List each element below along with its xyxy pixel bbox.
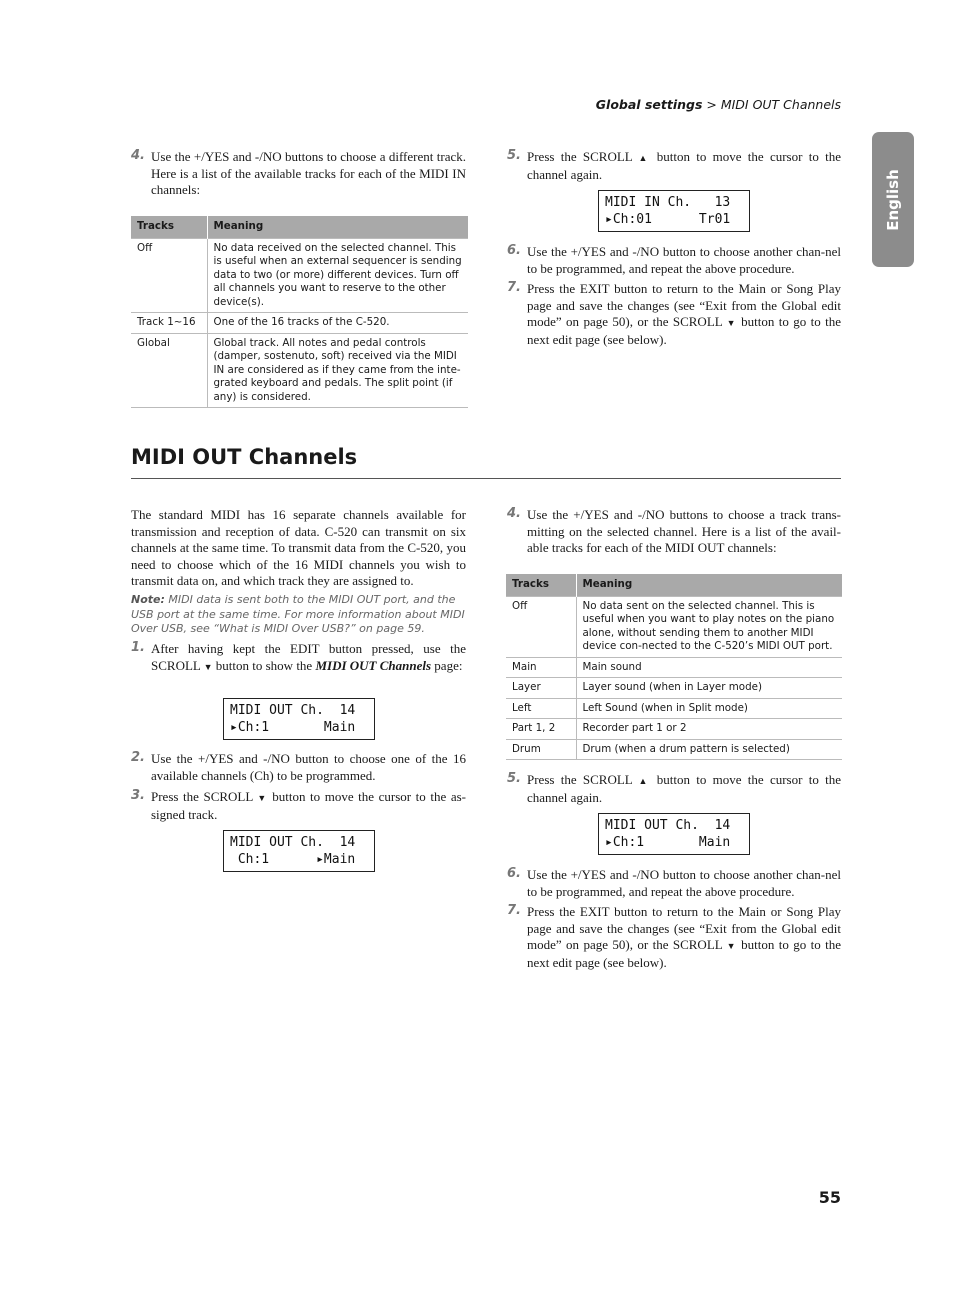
- step-text: page:: [434, 657, 463, 673]
- midi-out-step-4: [507, 506, 841, 557]
- lcd-display: [223, 830, 375, 872]
- step-text: Press the SCROLL: [527, 772, 633, 787]
- table-cell-track: Off: [131, 238, 207, 313]
- table-row: [506, 657, 842, 678]
- table-cell-meaning: No data received on the selected channel. This is useful when an external sequencer is sending data to two (or more) different devices. Turn off all channels you want to reserve to the other device(s).: [207, 238, 468, 313]
- lcd-display: [598, 813, 750, 855]
- table-row: [506, 678, 842, 699]
- header-subsection: MIDI OUT Channels: [720, 97, 841, 112]
- scroll-down-icon: [204, 658, 213, 673]
- table-row: [131, 238, 468, 313]
- note-text: MIDI data is sent both to the MIDI OUT port, and the USB port at the same time. For more information about MIDI Over USB, see “What is MIDI Over USB?” on page 59.: [131, 593, 465, 635]
- note-label: Note:: [131, 593, 165, 606]
- table-cell-track: Layer: [506, 678, 576, 699]
- table-row: [506, 739, 842, 760]
- step-text: Press the EXIT button to return to the Main or Song Play page and save the changes (see “Exit from the Global edit mode” on page 50), or the SCROLL: [527, 904, 841, 952]
- section-title: MIDI OUT Channels: [131, 445, 358, 469]
- table-cell-meaning: No data sent on the selected channel. This is useful when you want to play notes on the piano alone, without sending them to another MIDI device con-nected to the C-520’s MIDI OUT port.: [576, 596, 842, 657]
- midi-in-tracks-table: [131, 216, 468, 408]
- running-header: [596, 97, 841, 112]
- midi-out-step-6: [507, 866, 841, 900]
- midi-out-step-5: [507, 771, 841, 806]
- step-number: 5.: [507, 148, 521, 163]
- step-text: button to show the: [215, 657, 313, 673]
- lcd-line-2: Ch:1 ▸Main: [230, 852, 356, 867]
- scroll-up-icon: [639, 772, 651, 787]
- table-row: [131, 333, 468, 408]
- table-row: [131, 313, 468, 334]
- lcd-line-1: MIDI OUT Ch. 14: [230, 835, 356, 850]
- page-name: MIDI OUT Channels: [315, 657, 432, 673]
- scroll-down-icon: [257, 789, 267, 804]
- header-separator: >: [702, 97, 721, 112]
- table-cell-track: Drum: [506, 739, 576, 760]
- lcd-line-2: ▸Ch:01 Tr01: [605, 212, 731, 227]
- table-header-tracks: Tracks: [506, 574, 576, 596]
- table-row: [506, 596, 842, 657]
- table-cell-track: Left: [506, 698, 576, 719]
- midi-out-step-3: [131, 788, 466, 823]
- table-cell-track: Track 1~16: [131, 313, 207, 334]
- step-number: 6.: [507, 243, 521, 258]
- language-tab: [872, 132, 914, 267]
- lcd-line-1: MIDI OUT Ch. 14: [230, 703, 356, 718]
- note-paragraph: [131, 593, 468, 637]
- step-number: 4.: [131, 148, 145, 163]
- section-divider: [131, 478, 841, 479]
- step-text: Use the +/YES and -/NO button to choose another chan-nel to be programmed, and repeat the above procedure.: [527, 867, 841, 899]
- step-text: After having kept the EDIT button pressed, use the SCROLL: [151, 641, 466, 673]
- table-header-tracks: Tracks: [131, 216, 207, 238]
- table-cell-meaning: Drum (when a drum pattern is selected): [576, 739, 842, 760]
- step-number: 3.: [131, 788, 145, 803]
- header-section: Global settings: [595, 97, 703, 112]
- step-number: 4.: [507, 506, 521, 521]
- step-number: 7.: [507, 903, 521, 918]
- table-cell-meaning: One of the 16 tracks of the C-520.: [207, 313, 468, 334]
- table-cell-track: Global: [131, 333, 207, 408]
- midi-in-step-7: [507, 280, 842, 348]
- step-text: button to go to the next edit page (see below).: [527, 937, 842, 970]
- step-number: 7.: [507, 280, 521, 295]
- table-cell-track: Part 1, 2: [506, 719, 576, 740]
- midi-out-step-7: [507, 903, 842, 971]
- step-text: Use the +/YES and -/NO button to choose one of the 16 available channels (Ch) to be programmed.: [151, 751, 466, 783]
- page-number: 55: [818, 1188, 841, 1207]
- midi-in-step-5: [507, 148, 841, 183]
- lcd-line-1: MIDI OUT Ch. 14: [605, 818, 731, 833]
- step-text: Press the SCROLL: [527, 149, 633, 164]
- step-text: Use the +/YES and -/NO buttons to choose a different track. Here is a list of the available tracks for each of the MIDI IN channels:: [151, 149, 466, 197]
- midi-out-tracks-table: [506, 574, 842, 760]
- step-text: Press the SCROLL: [151, 789, 253, 804]
- step-text: Press the EXIT button to return to the Main or Song Play page and save the changes (see “Exit from the Global edit mode” on page 50), or the SCROLL: [527, 281, 841, 329]
- table-cell-meaning: Main sound: [576, 657, 842, 678]
- table-header-row: [506, 574, 842, 596]
- step-text: button to move the cursor to the channel again.: [527, 149, 841, 182]
- table-cell-meaning: Global track. All notes and pedal controls (damper, sostenuto, soft) received via the MIDI IN are considered as if they came from the inte-grated keyboard and pedals. The split point (if any) is considered.: [207, 333, 468, 408]
- step-text: button to move the cursor to the channel again.: [527, 772, 841, 805]
- table-cell-track: Main: [506, 657, 576, 678]
- step-number: 5.: [507, 771, 521, 786]
- table-cell-track: Off: [506, 596, 576, 657]
- lcd-line-1: MIDI IN Ch. 13: [605, 195, 731, 210]
- table-header-row: [131, 216, 468, 238]
- language-tab-label: English: [884, 168, 902, 231]
- table-header-meaning: Meaning: [576, 574, 842, 596]
- scroll-down-icon: [727, 937, 737, 952]
- step-text: Use the +/YES and -/NO button to choose another chan-nel to be programmed, and repeat the above procedure.: [527, 244, 841, 276]
- step-number: 2.: [131, 750, 145, 765]
- lcd-line-2: ▸Ch:1 Main: [230, 720, 356, 735]
- intro-paragraph: The standard MIDI has 16 separate channels available for transmission and reception of data. C-520 can transmit on six channels at the same time. To transmit data from the C-520, you need to choose which of the 16 MIDI channels you wish to transmit data on, and which track they are assigned to.: [131, 507, 466, 588]
- midi-in-step-6: [507, 243, 841, 277]
- table-row: [506, 719, 842, 740]
- scroll-down-icon: [727, 314, 737, 329]
- table-cell-meaning: Layer sound (when in Layer mode): [576, 678, 842, 699]
- table-header-meaning: Meaning: [207, 216, 468, 238]
- midi-out-step-2: [131, 750, 466, 784]
- step-number: 6.: [507, 866, 521, 881]
- lcd-line-2: ▸Ch:1 Main: [605, 835, 731, 850]
- step-number: 1.: [131, 640, 145, 655]
- lcd-display: [598, 190, 750, 232]
- midi-out-step-1: [131, 640, 466, 675]
- table-cell-meaning: Recorder part 1 or 2: [576, 719, 842, 740]
- step-text: button to move the cursor to the as-signed track.: [151, 789, 466, 822]
- step-text: Use the +/YES and -/NO buttons to choose a track trans-mitting on the selected channel. Here is a list of the avail-able tracks for each of the MIDI OUT channels:: [527, 507, 841, 555]
- scroll-up-icon: [639, 149, 651, 164]
- step-text: button to go to the next edit page (see below).: [527, 314, 842, 347]
- lcd-display: [223, 698, 375, 740]
- midi-in-step-4: [131, 148, 466, 199]
- table-cell-meaning: Left Sound (when in Split mode): [576, 698, 842, 719]
- table-row: [506, 698, 842, 719]
